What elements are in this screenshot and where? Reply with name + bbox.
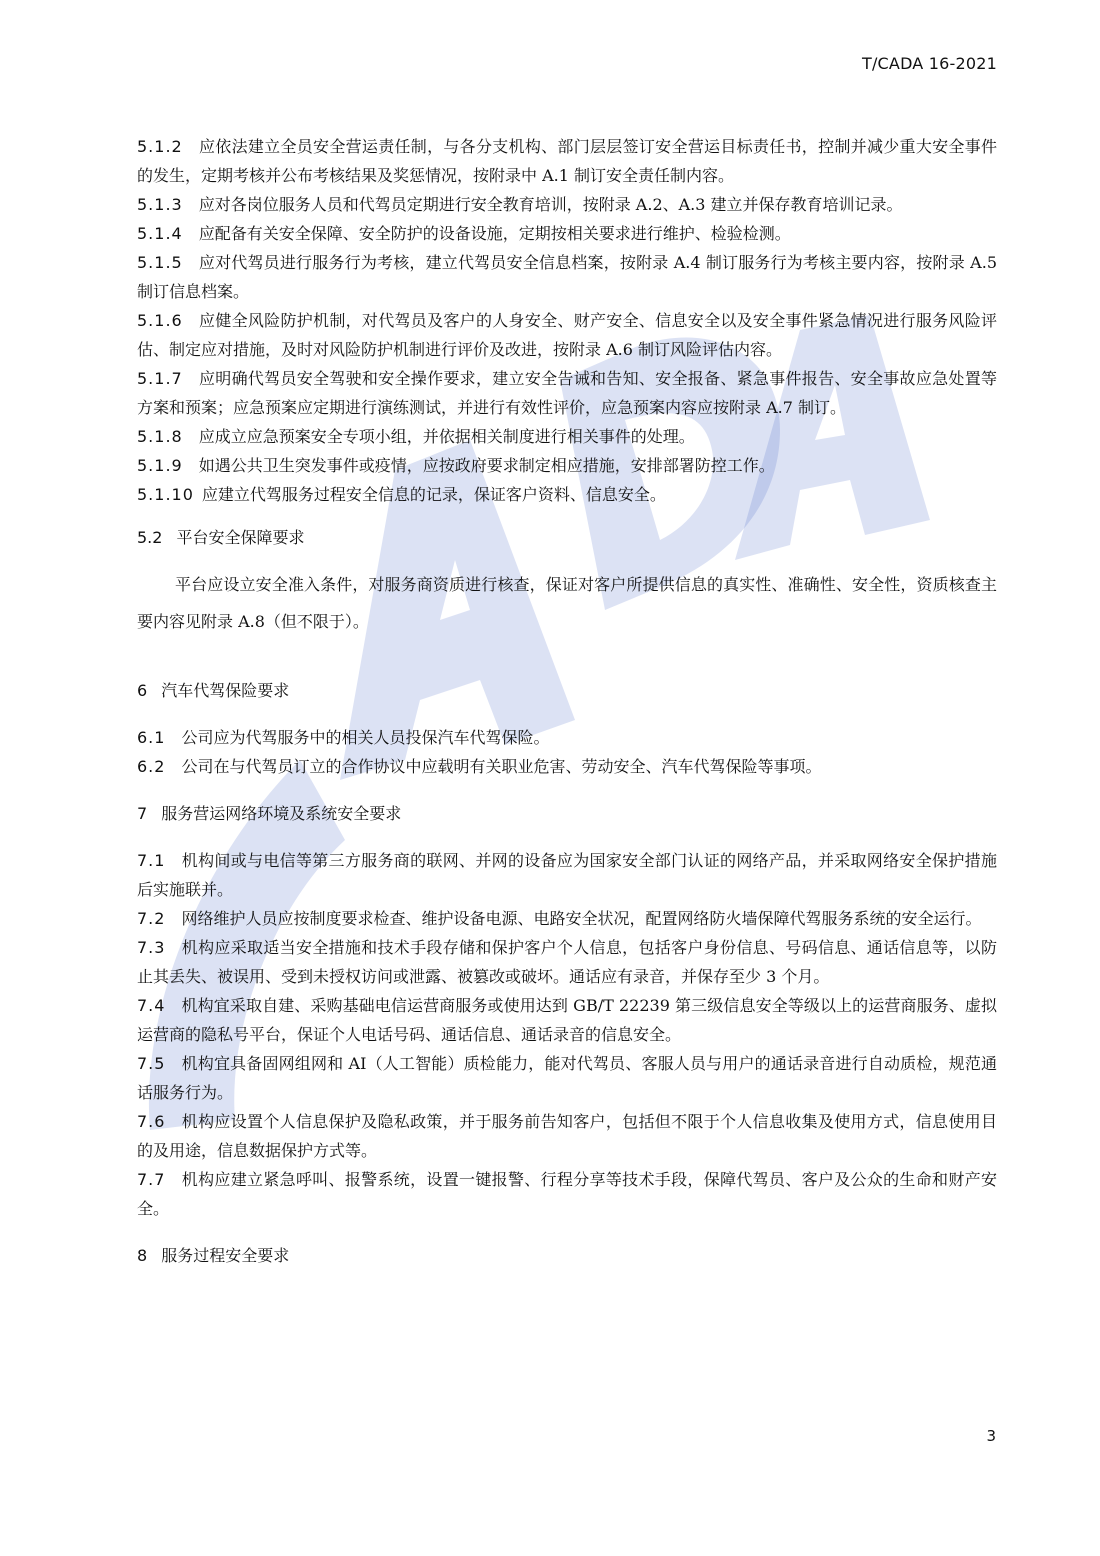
clause-text: 应依法建立全员安全营运责任制，与各分支机构、部门层层签订安全营运目标责任书，控制并减少重大安全事件的发生，定期考核并公布考核结果及奖惩情况，按附录中 A.1 制订安全责任制内容。 xyxy=(137,137,997,185)
clause-number: 6.1 xyxy=(137,728,166,747)
clause-5-1-3 xyxy=(137,190,997,219)
clause-text: 应对代驾员进行服务行为考核，建立代驾员安全信息档案，按附录 A.4 制订服务行为考核主要内容，按附录 A.5 制订信息档案。 xyxy=(137,253,997,301)
clause-text: 机构宜具备固网组网和 AI（人工智能）质检能力，能对代驾员、客服人员与用户的通话录音进行自动质检，规范通话服务行为。 xyxy=(137,1054,997,1102)
clause-number: 7.6 xyxy=(137,1112,166,1131)
clause-text: 网络维护人员应按制度要求检查、维护设备电源、电路安全状况，配置网络防火墙保障代驾服务系统的安全运行。 xyxy=(181,909,982,928)
clause-5-1-7 xyxy=(137,364,997,422)
clause-7-3 xyxy=(137,933,997,991)
clause-number: 5.1.3 xyxy=(137,195,183,214)
clause-text: 应明确代驾员安全驾驶和安全操作要求，建立安全告诫和告知、安全报备、紧急事件报告、安全事故应急处置等方案和预案；应急预案应定期进行演练测试，并进行有效性评价，应急预案内容应按附录 A.7 制订。 xyxy=(137,369,997,417)
clause-text: 应对各岗位服务人员和代驾员定期进行安全教育培训，按附录 A.2、A.3 建立并保存教育培训记录。 xyxy=(198,195,903,214)
clause-number: 5.1.10 xyxy=(137,485,194,504)
clause-5-1-10 xyxy=(137,480,997,509)
clause-text: 公司应为代驾服务中的相关人员投保汽车代驾保险。 xyxy=(181,728,550,747)
clause-text: 机构应设置个人信息保护及隐私政策，并于服务前告知客户，包括但不限于个人信息收集及使用方式，信息使用目的及用途，信息数据保护方式等。 xyxy=(137,1112,997,1160)
section-title: 汽车代驾保险要求 xyxy=(161,681,290,700)
clause-text: 如遇公共卫生突发事件或疫情，应按政府要求制定相应措施，安排部署防控工作。 xyxy=(198,456,775,475)
section-title: 平台安全保障要求 xyxy=(176,528,305,547)
document-code: T/CADA 16-2021 xyxy=(861,54,997,73)
clause-7-4 xyxy=(137,991,997,1049)
clause-number: 6.2 xyxy=(137,757,166,776)
clause-number: 7.3 xyxy=(137,938,166,957)
clause-number: 5.1.7 xyxy=(137,369,183,388)
clause-6-1 xyxy=(137,723,997,752)
section-title: 服务过程安全要求 xyxy=(161,1246,290,1265)
clause-5-1-5 xyxy=(137,248,997,306)
section-5-2-paragraph: 平台应设立安全准入条件，对服务商资质进行核查，保证对客户所提供信息的真实性、准确性、安全性，资质核查主要内容见附录 A.8（但不限于）。 xyxy=(137,575,997,631)
clause-6-2 xyxy=(137,752,997,781)
clause-7-5 xyxy=(137,1049,997,1107)
section-heading-7 xyxy=(137,799,997,828)
clause-text: 应配备有关安全保障、安全防护的设备设施，定期按相关要求进行维护、检验检测。 xyxy=(198,224,791,243)
clause-7-1 xyxy=(137,846,997,904)
section-number: 8 xyxy=(137,1246,148,1265)
clause-5-1-6 xyxy=(137,306,997,364)
clause-number: 7.7 xyxy=(137,1170,166,1189)
clause-7-7 xyxy=(137,1165,997,1223)
clause-number: 5.1.6 xyxy=(137,311,183,330)
section-heading-5-2 xyxy=(137,523,997,552)
clause-text: 应成立应急预案安全专项小组，并依据相关制度进行相关事件的处理。 xyxy=(198,427,695,446)
clause-5-1-8 xyxy=(137,422,997,451)
clause-number: 5.1.5 xyxy=(137,253,183,272)
clause-number: 7.5 xyxy=(137,1054,166,1073)
clause-text: 机构应建立紧急呼叫、报警系统，设置一键报警、行程分享等技术手段，保障代驾员、客户及公众的生命和财产安全。 xyxy=(137,1170,997,1218)
section-heading-8 xyxy=(137,1241,997,1270)
clause-text: 机构间或与电信等第三方服务商的联网、并网的设备应为国家安全部门认证的网络产品，并采取网络安全保护措施后实施联并。 xyxy=(137,851,997,899)
clause-number: 7.4 xyxy=(137,996,166,1015)
clause-number: 7.1 xyxy=(137,851,166,870)
document-body xyxy=(137,132,997,1270)
clause-5-1-9 xyxy=(137,451,997,480)
clause-number: 7.2 xyxy=(137,909,166,928)
clause-number: 5.1.8 xyxy=(137,427,183,446)
page-number: 3 xyxy=(986,1427,996,1445)
clause-5-1-4 xyxy=(137,219,997,248)
section-title: 服务营运网络环境及系统安全要求 xyxy=(161,804,402,823)
clause-5-1-2 xyxy=(137,132,997,190)
clause-number: 5.1.2 xyxy=(137,137,183,156)
section-number: 6 xyxy=(137,681,148,700)
section-number: 7 xyxy=(137,804,148,823)
clause-text: 机构应采取适当安全措施和技术手段存储和保护客户个人信息，包括客户身份信息、号码信息、通话信息等，以防止其丢失、被误用、受到未授权访问或泄露、被篡改或破坏。通话应有录音，并保存至少 3 个月。 xyxy=(137,938,997,986)
clause-7-2 xyxy=(137,904,997,933)
clause-text: 应建立代驾服务过程安全信息的记录，保证客户资料、信息安全。 xyxy=(201,485,666,504)
clause-text: 应健全风险防护机制，对代驾员及客户的人身安全、财产安全、信息安全以及安全事件紧急情况进行服务风险评估、制定应对措施，及时对风险防护机制进行评价及改进，按附录 A.6 制订风险评估内容。 xyxy=(137,311,997,359)
clause-7-6 xyxy=(137,1107,997,1165)
clause-number: 5.1.4 xyxy=(137,224,183,243)
clause-number: 5.1.9 xyxy=(137,456,183,475)
clause-text: 机构宜采取自建、采购基础电信运营商服务或使用达到 GB/T 22239 第三级信息安全等级以上的运营商服务、虚拟运营商的隐私号平台，保证个人电话号码、通话信息、通话录音的信息安全。 xyxy=(137,996,997,1044)
section-heading-6 xyxy=(137,676,997,705)
clause-text: 公司在与代驾员订立的合作协议中应载明有关职业危害、劳动安全、汽车代驾保险等事项。 xyxy=(181,757,822,776)
section-number: 5.2 xyxy=(137,528,163,547)
